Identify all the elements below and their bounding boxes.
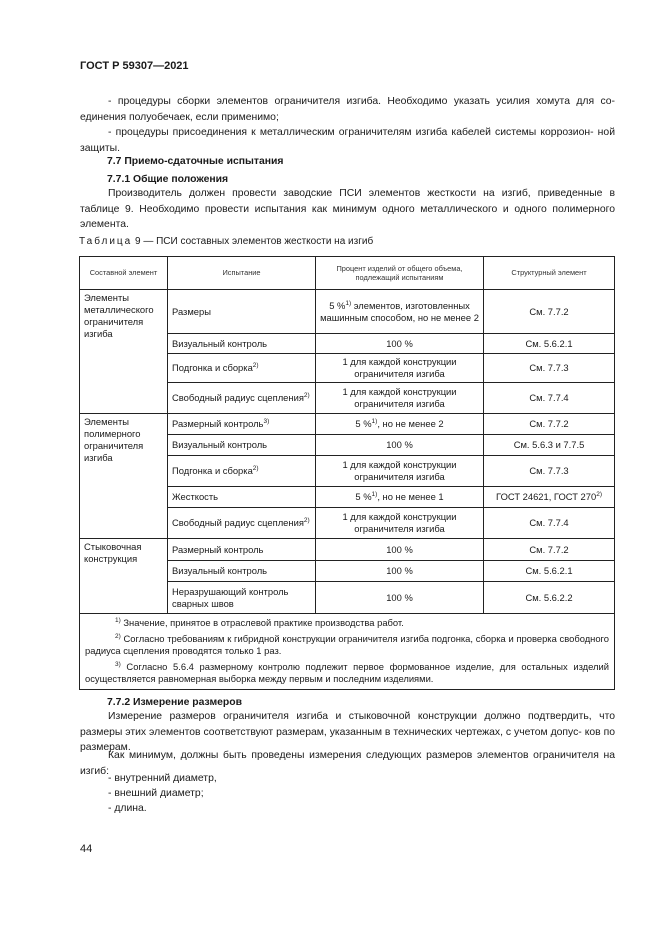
test-cell: Неразрушающий контроль сварных швов: [168, 582, 316, 614]
ref-cell: См. 7.7.4: [484, 508, 615, 539]
test-cell: Свободный радиус сцепления$^{2)}$: [168, 383, 316, 414]
ref-cell: См. 7.7.2: [484, 539, 615, 561]
test-cell: Размерный контроль: [168, 539, 316, 561]
group-docking-cell: Стыковочная конструкция: [80, 539, 168, 614]
header-structural-element: Структурный элемент: [484, 257, 615, 290]
group-metal-cell: Элементы металлического ограничителя изгиба: [80, 290, 168, 414]
percent-cell: 100 %: [316, 334, 484, 354]
test-cell: Визуальный контроль: [168, 561, 316, 582]
intro-item-1: - процедуры сборки элементов ограничителя изгиба. Необходимо указать усилия хомута для со- единения полуобечаек, если применимо;: [80, 96, 615, 123]
section-7-7-heading: 7.7 Приемо-сдаточные испытания: [107, 156, 284, 167]
ref-cell: См. 5.6.2.1: [484, 561, 615, 582]
section-7-7-2-paragraph-2: Как минимум, должны быть проведены измерения следующих размеров элементов ограничителя на изгиб:: [80, 750, 615, 777]
percent-cell: 5 %$^{1)}$ элементов, изготовленных машинным способом, но не менее 2: [316, 290, 484, 334]
test-cell: Визуальный контроль: [168, 334, 316, 354]
percent-cell: 1 для каждой конструкции ограничителя изгиба: [316, 383, 484, 414]
table-caption: [79, 236, 373, 247]
test-cell: Жесткость: [168, 487, 316, 508]
ref-cell: См. 5.6.3 и 7.7.5: [484, 435, 615, 456]
table-caption-word: Таблица: [79, 236, 133, 247]
ref-cell: См. 7.7.2: [484, 290, 615, 334]
percent-cell: 1 для каждой конструкции ограничителя изгиба: [316, 354, 484, 383]
test-cell: Размеры: [168, 290, 316, 334]
section-7-7-1-paragraph: Производитель должен провести заводские ПСИ элементов жесткости на изгиб, приведенные в таблице 9. Необходимо провести испытания как минимум одного металлического и одного полимерного элемента.: [80, 188, 615, 230]
test-cell: Размерный контроль$^{3)}$: [168, 414, 316, 435]
list-item: - внутренний диаметр,: [108, 773, 217, 784]
ref-cell: См. 5.6.2.2: [484, 582, 615, 614]
table-9: [79, 256, 615, 690]
table-header-row: [80, 257, 615, 290]
intro-item-2: - процедуры присоединения к металлическим ограничителям изгиба кабелей системы коррозион- ной защиты.: [80, 127, 615, 154]
footnote-3: $^{3)}$ Согласно 5.6.4 размерному контролю подлежит первое формованное изделие, для остальных изделий осуществляется равномерная выборка между первым и последним изделиями.: [85, 660, 609, 684]
page-number: 44: [80, 843, 93, 855]
ref-cell: ГОСТ 24621, ГОСТ 270$^{2)}$: [484, 487, 615, 508]
ref-cell: См. 7.7.3: [484, 456, 615, 487]
ref-cell: См. 7.7.3: [484, 354, 615, 383]
document-header: ГОСТ Р 59307—2021: [80, 60, 189, 72]
table-row: [80, 290, 615, 334]
ref-cell: См. 7.7.2: [484, 414, 615, 435]
test-cell: Подгонка и сборка$^{2)}$: [168, 354, 316, 383]
header-test: Испытание: [168, 257, 316, 290]
ref-cell: См. 5.6.2.1: [484, 334, 615, 354]
header-component: Составной элемент: [80, 257, 168, 290]
table-footnotes: [80, 614, 615, 690]
percent-cell: 100 %: [316, 582, 484, 614]
percent-cell: 100 %: [316, 561, 484, 582]
section-7-7-2-heading: 7.7.2 Измерение размеров: [107, 697, 242, 708]
test-cell: Подгонка и сборка$^{2)}$: [168, 456, 316, 487]
table-row: [80, 414, 615, 435]
percent-cell: 1 для каждой конструкции ограничителя изгиба: [316, 456, 484, 487]
table-footnotes-row: [80, 614, 615, 690]
ref-cell: См. 7.7.4: [484, 383, 615, 414]
percent-cell: 5 %$^{1)}$, но не менее 1: [316, 487, 484, 508]
section-7-7-2-paragraph-1: Измерение размеров ограничителя изгиба и стыковочной конструкции должно подтвердить, что размеры этих элементов соответствуют размерам, указанным в технических чертежах, с учетом допус- ков по размерам.: [80, 711, 615, 753]
footnote-1: $^{1)}$ Значение, принятое в отраслевой практике производства работ.: [115, 616, 404, 628]
percent-cell: 100 %: [316, 539, 484, 561]
test-cell: Визуальный контроль: [168, 435, 316, 456]
percent-cell: 1 для каждой конструкции ограничителя изгиба: [316, 508, 484, 539]
header-percent: Процент изделий от общего объема, подлежащий испытаниям: [316, 257, 484, 290]
list-item: - внешний диаметр;: [108, 788, 204, 799]
percent-cell: 5 %$^{1)}$, но не менее 2: [316, 414, 484, 435]
section-7-7-1-heading: 7.7.1 Общие положения: [107, 174, 229, 185]
group-polymer-cell: Элементы полимерного ограничителя изгиба: [80, 414, 168, 539]
footnote-2: $^{2)}$ Согласно требованиям к гибридной конструкции ограничителя изгиба подгонка, сборка и проверка свободного радиуса сцепления проводятся только 1 раз.: [85, 632, 609, 656]
table-row: [80, 539, 615, 561]
table-caption-title: 9 — ПСИ составных элементов жесткости на изгиб: [135, 236, 374, 247]
list-item: - длина.: [108, 803, 147, 814]
test-cell: Свободный радиус сцепления$^{2)}$: [168, 508, 316, 539]
percent-cell: 100 %: [316, 435, 484, 456]
